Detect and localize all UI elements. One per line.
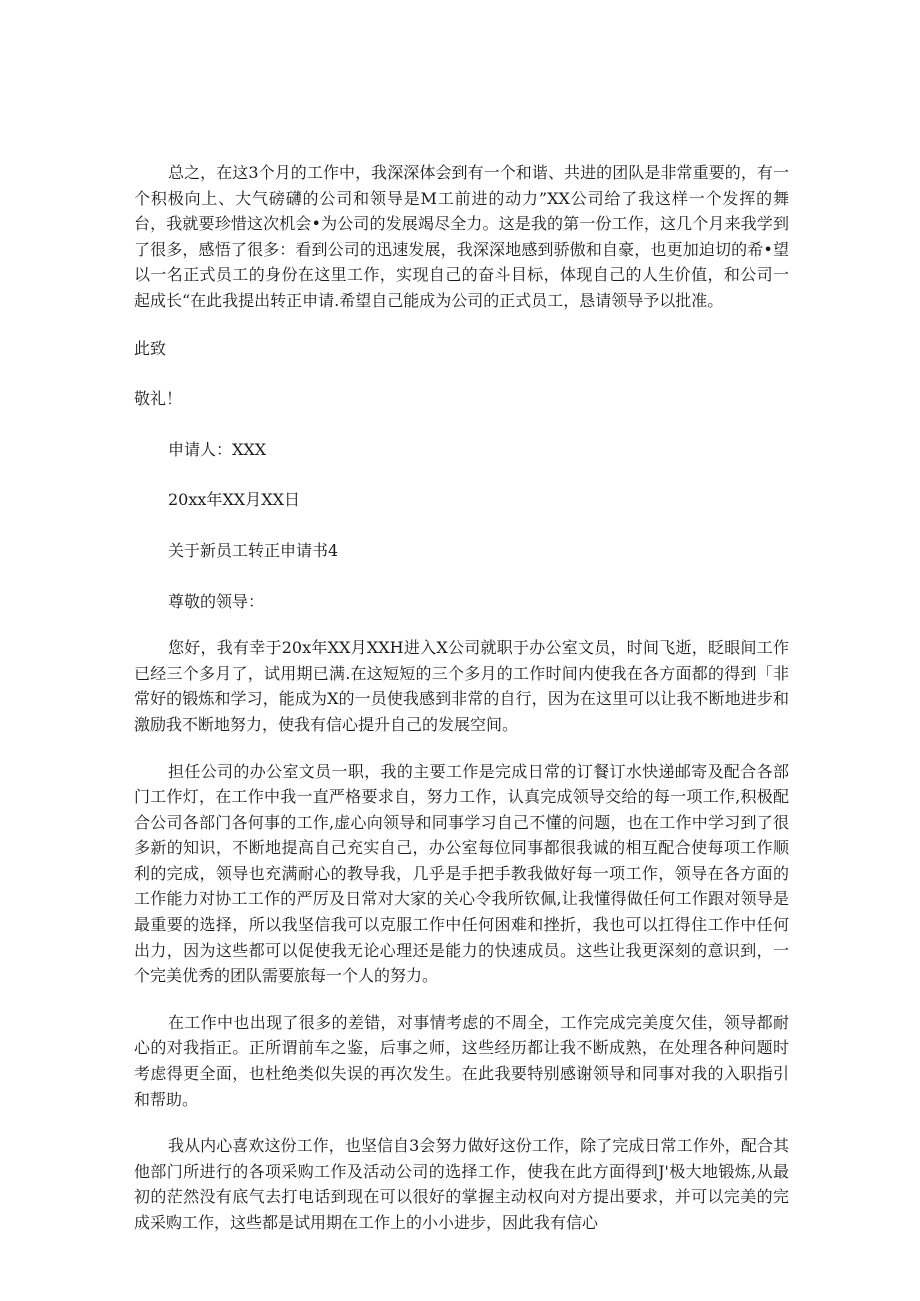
date-line: 20xx年XX月XX日 [168,490,300,510]
document-page [134,160,789,1236]
closing-phrase: 此致 [134,338,167,358]
body-paragraph: 在工作中也出现了很多的差错，对事情考虑的不周全，工作完成完美度欠佳，领导都耐心的对我指正。正所谓前车之鉴，后事之师，这些经历都让我不断成熟，在处理各种问题时考虑得更全面，也杜绝类似失误的再次发生。在此我要特别感谢领导和同事对我的入职指引和帮助。 [134,1012,789,1109]
salutation: 尊敬的领导： [168,591,265,611]
closing-salute: 敬礼！ [134,389,183,409]
body-paragraph: 总之，在这3个月的工作中，我深深体会到有一个和谐、共进的团队是非常重要的，有一个积极向上、大气磅礴的公司和领导是M工前进的动力”XX公司给了我这样一个发挥的舞台，我就要珍惜这次机会•为公司的发展竭尽全力。这是我的第一份工作，这几个月来我学到了很多，感悟了很多：看到公司的迅速发展，我深深地感到骄傲和自豪，也更加迫切的希•望以一名正式员工的身份在这里工作，实现自己的奋斗目标，体现自己的人生价值，和公司一起成长“在此我提出转正申请.希望自己能成为公司的正式员工，恳请领导予以批准。 [134,163,789,310]
body-paragraph: 我从内心喜欢这份工作，也坚信自3会努力做好这份工作，除了完成日常工作外，配合其他部门所进行的各项采购工作及活动公司的选择工作，使我在此方面得到J'极大地锻炼,从最初的茫然没有底气去打电话到现在可以很好的掌握主动权向对方提出要求，并可以完美的完成采购工作，这些都是试用期在工作上的小小进步，因此我有信心 [134,1136,789,1232]
section-title: 关于新员工转正申请书4 [168,540,339,560]
body-paragraph: 担任公司的办公室文员一职，我的主要工作是完成日常的订餐订水快递邮寄及配合各部门工作灯，在工作中我一直严格要求自，努力工作，认真完成领导交给的每一项工作,积极配合公司各部门各何事的工作,虚心向领导和同事学习自己不懂的问题，也在工作中学习到了很多新的知识，不断地提高自己充实自己，办公室每位同事都很我诚的相互配合使每项工作顺利的完成，领导也充满耐心的教导我，几乎是手把手教我做好每一项工作，领导在各方面的工作能力对协工工作的严厉及日常对大家的关心令我所钦佩,让我懂得做任何工作跟对领导是最重要的选择，所以我坚信我可以克服工作中任何困难和挫折，我也可以扛得住工作中任何出力，因为这些都可以促使我无论心理还是能力的快速成员。这些让我更深刻的意识到，一个完美优秀的团队需要旅每一个人的努力。 [134,761,789,986]
applicant-line: 申请人：XXX [168,439,267,459]
body-paragraph: 您好，我有幸于20x年XX月XXH进入X公司就职于办公室文员，时间飞逝，眨眼间工作已经三个多月了，试用期已满.在这短短的三个多月的工作时间内使我在各方面都的得到「非常好的锻炼和学习，能成为X的一员使我感到非常的自行，因为在这里可以让我不断地进步和激励我不断地努力，使我有信心提升自己的发展空间。 [134,638,789,734]
